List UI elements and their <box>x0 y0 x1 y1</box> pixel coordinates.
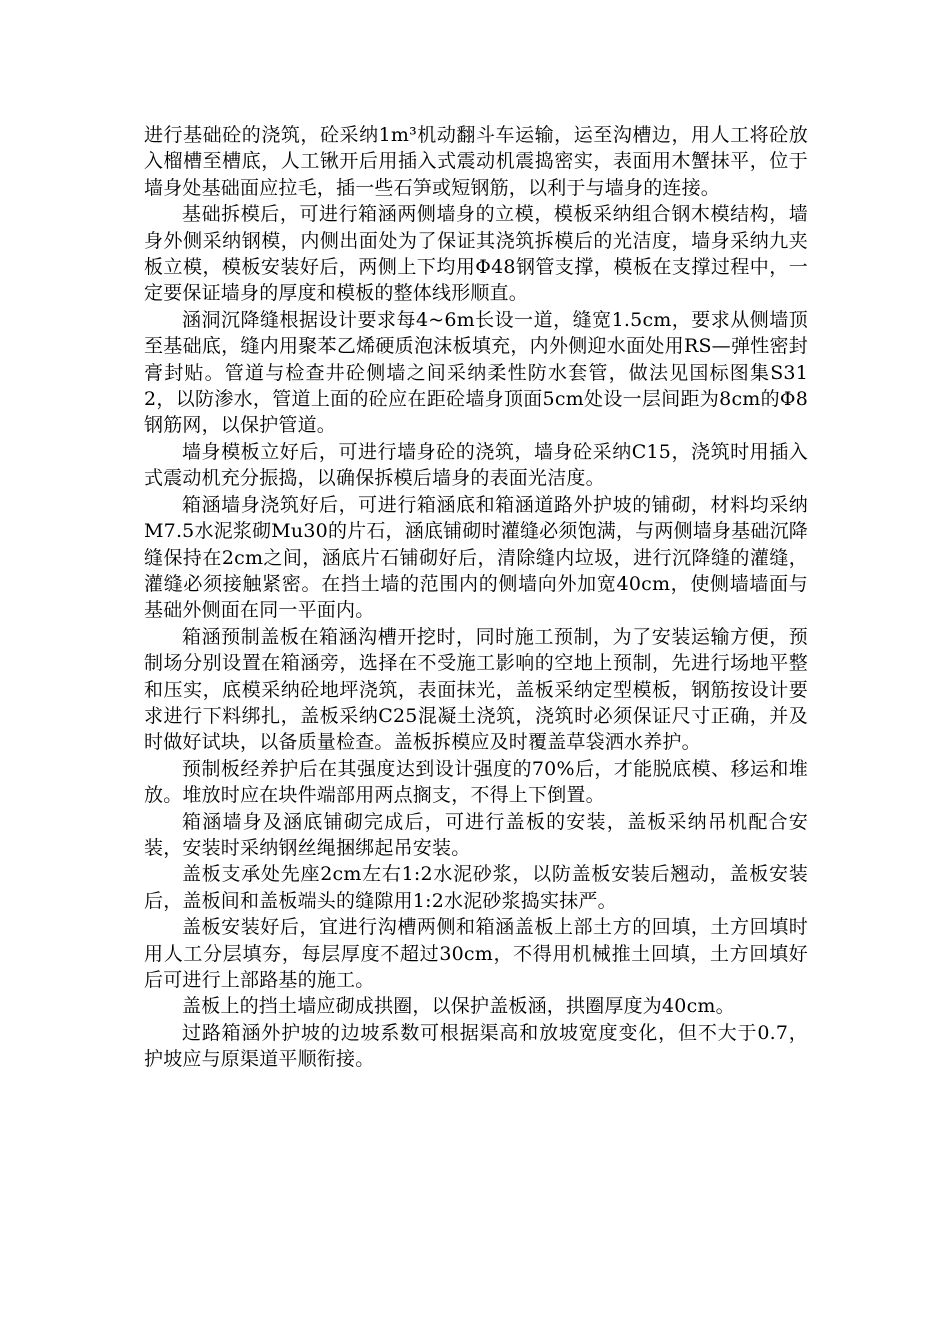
paragraph-3: 涵洞沉降缝根据设计要求每4~6m长设一道，缝宽1.5cm，要求从侧墙顶至基础底，缝内用聚苯乙烯硬质泡沫板填充，内外侧迎水面处用RS—弹性密封膏封贴。管道与检查井砼侧墙之间采纳柔性防水套管，做法见国标图集S312，以防渗水，管道上面的砼应在距砼墙身顶面5cm处设一层间距为8cm的Φ8钢筋网，以保护管道。 <box>144 308 808 437</box>
paragraph-11: 盖板上的挡土墙应砌成拱圈，以保护盖板涵，拱圈厚度为40cm。 <box>182 995 735 1018</box>
paragraph-2: 基础拆模后，可进行箱涵两侧墙身的立模，模板采纳组合钢木模结构，墙身外侧采纳钢模，内侧出面处为了保证其浇筑拆模后的光洁度，墙身采纳九夹板立模，模板安装好后，两侧上下均用Φ48钢管支撑，模板在支撑过程中，一定要保证墙身的厚度和模板的整体线形顺直。 <box>144 203 808 305</box>
paragraph-9: 盖板支承处先座2cm左右1:2水泥砂浆，以防盖板安装后翘动，盖板安装后，盖板间和盖板端头的缝隙用1:2水泥砂浆捣实抹严。 <box>144 863 808 912</box>
paragraph-1: 进行基础砼的浇筑，砼采纳1m³机动翻斗车运输，运至沟槽边，用人工将砼放入榴槽至槽底，人工锹开后用插入式震动机震捣密实，表面用木蟹抹平，位于墙身处基础面应拉毛，插一些石笋或短钢筋，以利于与墙身的连接。 <box>144 124 808 199</box>
paragraph-12: 过路箱涵外护坡的边坡系数可根据渠高和放坡宽度变化，但不大于0.7，护坡应与原渠道平顺衔接。 <box>144 1021 808 1071</box>
document-body <box>144 122 808 1073</box>
paragraph-10: 盖板安装好后，宜进行沟槽两侧和箱涵盖板上部土方的回填，土方回填时用人工分层填夯，每层厚度不超过30cm，不得用机械推土回填，土方回填好后可进行上部路基的施工。 <box>144 916 808 991</box>
paragraph-8: 箱涵墙身及涵底铺砌完成后，可进行盖板的安装，盖板采纳吊机配合安装，安装时采纳钢丝绳捆绑起吊安装。 <box>144 810 808 859</box>
paragraph-4: 墙身模板立好后，可进行墙身砼的浇筑，墙身砼采纳C15，浇筑时用插入式震动机充分振捣，以确保拆模后墙身的表面光洁度。 <box>144 440 808 490</box>
paragraph-7: 预制板经养护后在其强度达到设计强度的70%后，才能脱底模、移运和堆放。堆放时应在块件端部用两点搁支，不得上下倒置。 <box>144 757 808 807</box>
paragraph-5: 箱涵墙身浇筑好后，可进行箱涵底和箱涵道路外护坡的铺砌，材料均采纳M7.5水泥浆砌Mu30的片石，涵底铺砌时灌缝必须饱满，与两侧墙身基础沉降缝保持在2cm之间，涵底片石铺砌好后，清除缝内垃圾，进行沉降缝的灌缝，灌缝必须接触紧密。在挡土墙的范围内的侧墙向外加宽40cm，使侧墙墙面与基础外侧面在同一平面内。 <box>144 493 808 622</box>
paragraph-6: 箱涵预制盖板在箱涵沟槽开挖时，同时施工预制，为了安装运输方便，预制场分别设置在箱涵旁，选择在不受施工影响的空地上预制，先进行场地平整和压实，底模采纳砼地坪浇筑，表面抹光，盖板采纳定型模板，钢筋按设计要求进行下料绑扎，盖板采纳C25混凝土浇筑，浇筑时必须保证尺寸正确，并及时做好试块，以备质量检查。盖板拆模应及时覆盖草袋洒水养护。 <box>144 625 808 754</box>
